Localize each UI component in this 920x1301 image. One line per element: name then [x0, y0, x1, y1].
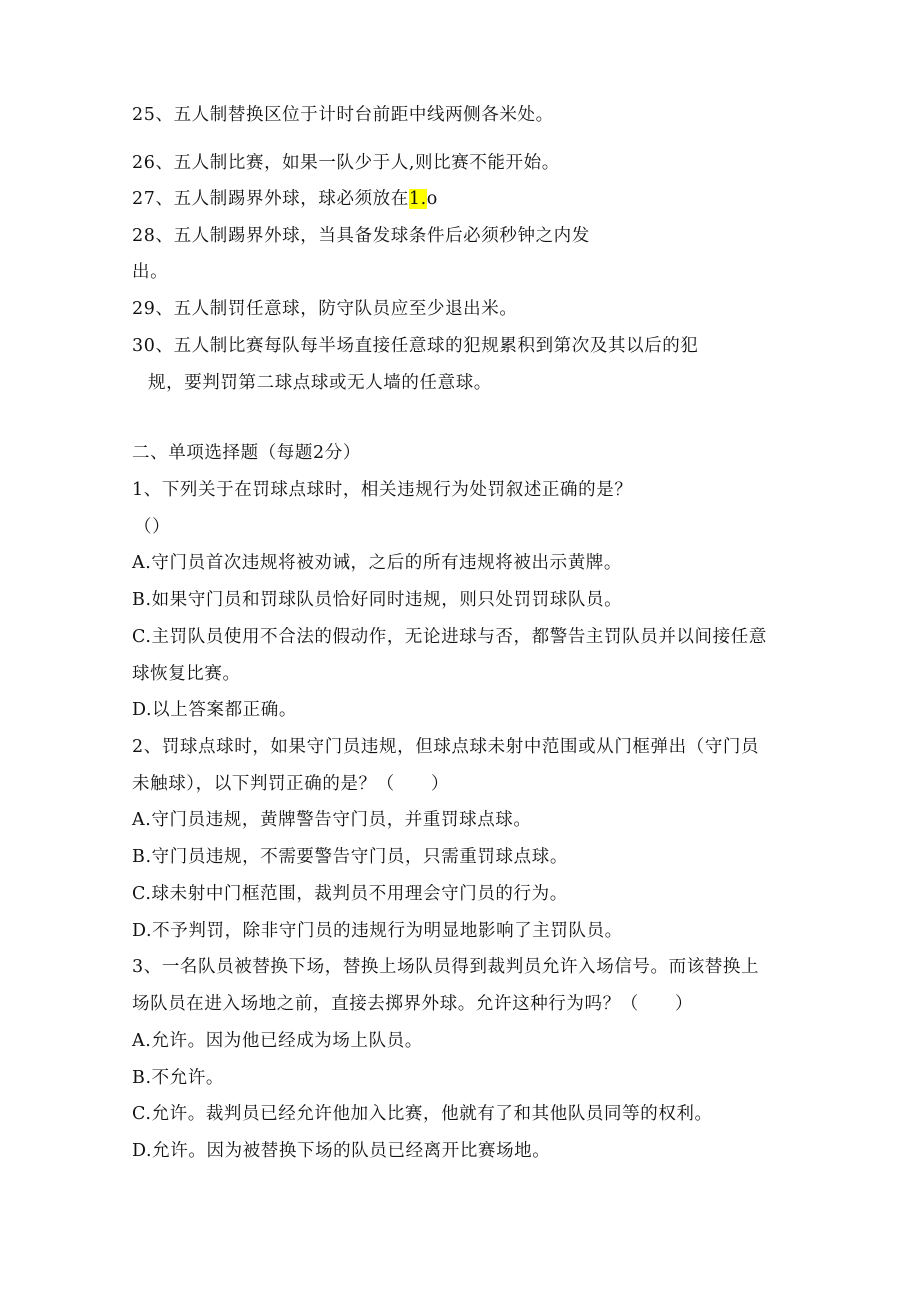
mc-q2-option-d: D.不予判罚，除非守门员的违规行为明显地影响了主罚队员。 — [132, 921, 623, 941]
question-27-text: 27、五人制踢界外球，球必须放在 — [132, 189, 409, 209]
mc-q1-option-c-line1: C.主罚队员使用不合法的假动作，无论进球与否，都警告主罚队员并以间接任意 — [132, 627, 767, 647]
section-heading: 二、单项选择题（每题2分） — [132, 443, 361, 463]
mc-q1-option-a: A.守门员首次违规将被劝诫，之后的所有违规将被出示黄牌。 — [132, 553, 622, 573]
mc-q1-option-c-line2: 球恢复比赛。 — [132, 664, 241, 684]
question-30-line1: 30、五人制比赛每队每半场直接任意球的犯规累积到第次及其以后的犯 — [132, 336, 699, 356]
mc-q2-option-a: A.守门员违规，黄牌警告守门员，并重罚球点球。 — [132, 810, 532, 830]
mc-q3-option-a: A.允许。因为他已经成为场上队员。 — [132, 1031, 423, 1051]
mc-question-3-stem-line1: 3、一名队员被替换下场，替换上场队员得到裁判员允许入场信号。而该替换上 — [132, 957, 760, 977]
mc-q3-option-c: C.允许。裁判员已经允许他加入比赛，他就有了和其他队员同等的权利。 — [132, 1104, 713, 1124]
question-27-tail: o — [426, 189, 438, 209]
mc-q3-option-b: B.不允许。 — [132, 1068, 225, 1088]
mc-q2-option-c: C.球未射中门框范围，裁判员不用理会守门员的行为。 — [132, 884, 568, 904]
mc-question-2-stem-line2: 未触球），以下判罚正确的是？（ ） — [132, 774, 450, 794]
highlighted-text: 1. — [408, 189, 427, 209]
mc-question-2-stem-line1: 2、罚球点球时，如果守门员违规，但球点球未射中范围或从门框弹出（守门员 — [132, 737, 760, 757]
mc-question-3-stem-line2: 场队员在进入场地之前，直接去掷界外球。允许这种行为吗？（ ） — [132, 994, 694, 1014]
mc-question-1-blank: （） — [134, 517, 171, 537]
mc-q1-option-b: B.如果守门员和罚球队员恰好同时违规，则只处罚罚球队员。 — [132, 590, 623, 610]
mc-q3-option-d: D.允许。因为被替换下场的队员已经离开比赛场地。 — [132, 1141, 551, 1161]
question-28-line2: 出。 — [132, 262, 169, 282]
mc-question-1-stem: 1、下列关于在罚球点球时，相关违规行为处罚叙述正确的是？ — [132, 480, 633, 500]
question-29: 29、五人制罚任意球，防守队员应至少退出米。 — [132, 299, 518, 319]
question-28-line1: 28、五人制踢界外球，当具备发球条件后必须秒钟之内发 — [132, 226, 590, 246]
question-30-line2: 规，要判罚第二球点球或无人墙的任意球。 — [148, 373, 492, 393]
question-26: 26、五人制比赛，如果一队少于人,则比赛不能开始。 — [132, 153, 560, 173]
mc-q1-option-d: D.以上答案都正确。 — [132, 700, 297, 720]
mc-q2-option-b: B.守门员违规，不需要警告守门员，只需重罚球点球。 — [132, 847, 568, 867]
question-27 — [132, 187, 438, 211]
question-25: 25、五人制替换区位于计时台前距中线两侧各米处。 — [132, 105, 554, 125]
